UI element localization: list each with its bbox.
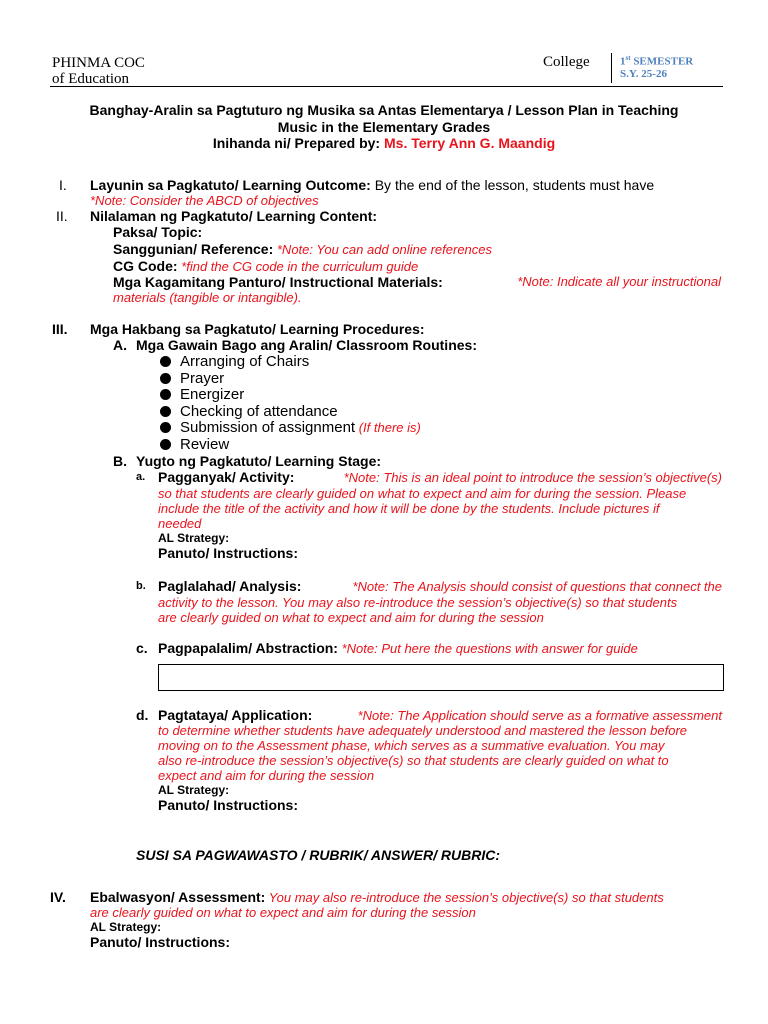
- materials-note-2: materials (tangible or intangible).: [113, 290, 302, 305]
- section-2-number: II.: [56, 208, 68, 224]
- college-label: College: [543, 54, 590, 70]
- application-note-1: *Note: The Application should serve as a formative assessment: [357, 708, 722, 723]
- application-letter: d.: [136, 707, 149, 723]
- activity-note-4: needed: [158, 516, 202, 531]
- bullet-icon: [160, 422, 171, 433]
- reference-line: [113, 241, 492, 257]
- abstraction-letter: c.: [136, 640, 148, 656]
- title-line-2: Music in the Elementary Grades: [277, 119, 491, 135]
- routine-text: Arranging of Chairs: [180, 353, 310, 370]
- activity-instructions: Panuto/ Instructions:: [158, 545, 298, 561]
- section-3-number: III.: [52, 321, 68, 337]
- section-1-number: I.: [59, 177, 67, 193]
- analysis-heading: Paglalahad/ Analysis:: [158, 578, 302, 594]
- analysis-note-1: *Note: The Analysis should consist of questions that connect the: [352, 579, 722, 594]
- section-4-line: [90, 889, 664, 905]
- list-item: [160, 353, 309, 370]
- section-1-line: [90, 177, 654, 193]
- list-item: [160, 370, 224, 387]
- activity-note-2: so that students are clearly guided on what to expect and aim for during the session. Please: [158, 486, 687, 501]
- section-3-heading: Mga Hakbang sa Pagkatuto/ Learning Procedures:: [90, 321, 425, 337]
- application-instructions: Panuto/ Instructions:: [158, 797, 298, 813]
- list-item: [160, 386, 244, 403]
- activity-note-3: include the title of the activity and how it will be done by the students. Include pictures if: [158, 501, 660, 516]
- application-note-4: also re-introduce the session’s objective(s) so that students are clearly guided on what to: [158, 753, 669, 768]
- activity-letter: a.: [136, 471, 146, 483]
- materials-note-1: *Note: Indicate all your instructional: [517, 274, 721, 289]
- activity-heading: Pagganyak/ Activity:: [158, 469, 295, 485]
- assignment-note: (If there is): [355, 420, 421, 435]
- institution-name: PHINMA COC: [52, 55, 145, 71]
- abstraction-heading: Pagpapalalim/ Abstraction:: [158, 640, 338, 656]
- part-b-heading: Yugto ng Pagkatuto/ Learning Stage:: [136, 453, 382, 469]
- bullet-icon: [160, 439, 171, 450]
- abstraction-answer-box[interactable]: [158, 664, 724, 691]
- reference-label: Sanggunian/ Reference:: [113, 241, 274, 257]
- prepared-by-label: Inihanda ni/ Prepared by:: [212, 135, 384, 151]
- abstraction-line: [158, 640, 638, 656]
- application-note-5: expect and aim for during the session: [158, 768, 375, 783]
- cg-code-label: CG Code:: [113, 258, 178, 274]
- activity-al-strategy: AL Strategy:: [158, 531, 230, 545]
- header-divider: [611, 53, 612, 83]
- reference-note: *Note: You can add online references: [273, 242, 493, 257]
- application-heading: Pagtataya/ Application:: [158, 707, 313, 723]
- list-item: [160, 403, 338, 420]
- semester-number: 1: [620, 55, 626, 68]
- section-1-heading: Layunin sa Pagkatuto/ Learning Outcome:: [90, 177, 371, 193]
- prepared-by: [0, 135, 768, 151]
- section-4-heading: Ebalwasyon/ Assessment:: [90, 889, 266, 905]
- rubric-heading: SUSI SA PAGWAWASTO / RUBRIK/ ANSWER/ RUBRIC:: [136, 847, 501, 863]
- list-item: [160, 419, 421, 436]
- bullet-icon: [160, 356, 171, 367]
- routine-text: Review: [180, 436, 230, 453]
- analysis-note-3: are clearly guided on what to expect and aim for during the session: [158, 610, 544, 625]
- part-b-letter: B.: [113, 453, 127, 469]
- routine-text: Submission of assignment: [180, 419, 356, 436]
- section-2-heading: Nilalaman ng Pagkatuto/ Learning Content:: [90, 208, 378, 224]
- application-al-strategy: AL Strategy:: [158, 783, 230, 797]
- title-line-1: Banghay-Aralin sa Pagtuturo ng Musika sa Antas Elementarya / Lesson Plan in Teaching: [89, 102, 679, 118]
- analysis-note-2: activity to the lesson. You may also re-introduce the session’s objective(s) so that students: [158, 595, 678, 610]
- assessment-instructions: Panuto/ Instructions:: [90, 934, 230, 950]
- preparer-name: Ms. Terry Ann G. Maandig: [384, 135, 556, 151]
- semester-text: SEMESTER: [630, 55, 694, 68]
- section-4-note-2: are clearly guided on what to expect and aim for during the session: [90, 905, 476, 920]
- section-1-note: *Note: Consider the ABCD of objectives: [90, 193, 319, 208]
- school-year: S.Y. 25-26: [620, 68, 667, 80]
- section-1-text: By the end of the lesson, students must have: [370, 177, 655, 193]
- routine-text: Energizer: [180, 386, 245, 403]
- list-item: [160, 436, 229, 453]
- routine-text: Checking of attendance: [180, 403, 338, 420]
- topic-label: Paksa/ Topic:: [113, 224, 203, 240]
- semester-suffix: st: [625, 54, 631, 62]
- application-note-2: to determine whether students have adequately understood and mastered the lesson before: [158, 723, 688, 738]
- bullet-icon: [160, 406, 171, 417]
- header-rule: [50, 86, 723, 87]
- part-a-letter: A.: [113, 337, 127, 353]
- routine-text: Prayer: [180, 370, 225, 387]
- section-4-note-1: You may also re-introduce the session’s objective(s) so that students: [265, 890, 664, 905]
- materials-label: Mga Kagamitang Panturo/ Instructional Materials:: [113, 274, 443, 290]
- semester-label: [620, 54, 693, 68]
- institution-subname: of Education: [52, 71, 130, 87]
- abstraction-note: *Note: Put here the questions with answer for guide: [337, 641, 638, 656]
- assessment-al-strategy: AL Strategy:: [90, 920, 162, 934]
- bullet-icon: [160, 373, 171, 384]
- analysis-letter: b.: [136, 580, 146, 592]
- bullet-icon: [160, 389, 171, 400]
- cg-code-note: *find the CG code in the curriculum guide: [177, 259, 419, 274]
- section-4-number: IV.: [50, 889, 66, 905]
- activity-note-1: *Note: This is an ideal point to introduce the session’s objective(s): [343, 470, 722, 485]
- cg-code-line: [113, 258, 418, 274]
- part-a-heading: Mga Gawain Bago ang Aralin/ Classroom Routines:: [136, 337, 477, 353]
- application-note-3: moving on to the Assessment phase, which serves as a summative evaluation. You may: [158, 738, 665, 753]
